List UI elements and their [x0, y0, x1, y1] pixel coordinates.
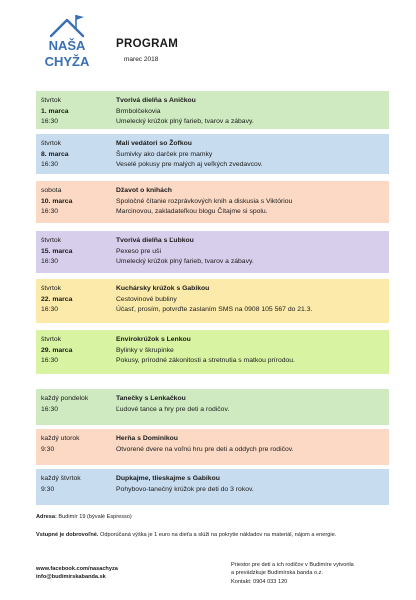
weekly-desc: Pohybovo-tanečný krúžok pre deti do 3 rokov. [116, 485, 254, 493]
event-title: Tvorivá dielňa s Aničkou [116, 97, 196, 104]
page-title: PROGRAM [116, 38, 179, 50]
weekly-block [36, 389, 389, 425]
event-title: Kuchársky krúžok s Gabikou [116, 285, 210, 292]
weekly-time: 9:30 [41, 485, 55, 493]
footer-organization [231, 561, 354, 586]
weekly-time: 9:30 [41, 445, 55, 453]
weekly-title: Tanečky s Lenkačkou [116, 395, 186, 402]
event-desc: Pokusy, prírodné zákonitosti a stretnutia s matkou prírodou. [116, 357, 295, 364]
event-date: 22. marca [41, 295, 73, 303]
event-date: 15. marca [41, 247, 73, 255]
facebook-link[interactable]: www.facebook.com/nasachyza [36, 566, 118, 572]
contact-phone: Kontakt: 0904 033 120 [231, 578, 288, 585]
weekly-block [36, 469, 389, 505]
event-day: štvrtok [41, 140, 62, 147]
event-time: 16:30 [41, 208, 59, 215]
event-desc: Brmbolčekovia [116, 107, 161, 115]
event-block [36, 134, 389, 174]
event-day: štvrtok [41, 237, 62, 244]
svg-text:CHYŽA: CHYŽA [44, 54, 90, 69]
event-time: 16:30 [41, 306, 59, 313]
nasa-chyza-logo [38, 12, 96, 72]
footer-address [36, 514, 132, 520]
event-day: štvrtok [41, 97, 62, 104]
event-date: 10. marca [41, 197, 73, 205]
event-title: Džavot o knihách [116, 187, 172, 194]
event-time: 16:30 [41, 118, 59, 125]
event-block [36, 181, 389, 223]
event-day: štvrtok [41, 285, 62, 292]
event-desc: Bylinky v škrupinke [116, 346, 174, 354]
event-time: 16:30 [41, 357, 59, 364]
weekly-title: Dupkajme, tlieskajme s Gabikou [116, 475, 220, 482]
event-desc: Umelecký krúžok plný farieb, tvarov a zábavy. [116, 258, 254, 265]
event-desc: Cestovinové bubliny [116, 295, 177, 303]
footer-links [36, 565, 118, 582]
weekly-time: 16:30 [41, 405, 59, 413]
weekly-day: každý štvrtok [41, 475, 81, 482]
event-title: Malí vedátori so Žofkou [116, 140, 192, 147]
event-desc: Umelecký krúžok plný farieb, tvarov a zábavy. [116, 118, 254, 125]
event-day: sobota [41, 187, 62, 194]
svg-text:NAŠA: NAŠA [48, 38, 86, 53]
page-subtitle: marec 2018 [124, 56, 159, 63]
event-date: 8. marca [41, 150, 69, 158]
event-desc: Veselé pokusy pre malých aj veľkých zvedavcov. [116, 161, 263, 168]
event-block [36, 330, 389, 374]
weekly-day: každý utorok [41, 435, 80, 442]
event-time: 16:30 [41, 258, 59, 265]
event-block [36, 231, 389, 273]
note-text: Odporúčaná výška je 1 euro na dieťa a slúži na pokrytie nákladov na materiál, nájom a energie. [100, 532, 337, 538]
org-line: Priestor pre deti a ich rodičov v Budimíre vytvorila [231, 562, 354, 568]
event-desc: Marcinovou, zakladateľkou blogu Čítajme si spolu. [116, 208, 268, 215]
event-title: Envirokrúžok s Lenkou [116, 336, 191, 343]
weekly-day: každý pondelok [41, 395, 89, 402]
address-value: Budimír 19 (bývalé Espresso) [58, 514, 132, 520]
weekly-desc: Ľudové tance a hry pre deti a rodičov. [116, 405, 230, 413]
event-day: štvrtok [41, 336, 62, 343]
weekly-desc: Otvorené dvere na voľnú hru pre deti a oddych pre rodičov. [116, 445, 294, 453]
org-line: a prevádzkuje Budimírska banda o.z. [231, 570, 324, 577]
weekly-title: Herňa s Dominikou [116, 435, 178, 442]
event-desc: Pexeso pre uši [116, 247, 161, 255]
note-bold: Vstupné je dobrovoľné. [36, 532, 99, 538]
event-time: 16:30 [41, 161, 59, 168]
event-desc: Spoločné čítanie rozprávkových kníh a diskusia s Viktóriou [116, 197, 293, 205]
weekly-block [36, 429, 389, 465]
event-desc: Účasť, prosím, potvrďte zaslaním SMS na 0908 105 567 do 21.3. [116, 306, 313, 313]
event-block [36, 91, 389, 129]
footer-note [36, 531, 388, 540]
address-label: Adresa: [36, 514, 57, 520]
event-title: Tvorivá dielňa s Ľubkou [116, 237, 194, 244]
event-block [36, 279, 389, 323]
event-date: 29. marca [41, 346, 73, 354]
email-link[interactable]: info@budimirskabanda.sk [36, 574, 106, 581]
event-date: 1. marca [41, 107, 69, 115]
event-desc: Šumivky ako darček pre mamky [116, 150, 213, 158]
